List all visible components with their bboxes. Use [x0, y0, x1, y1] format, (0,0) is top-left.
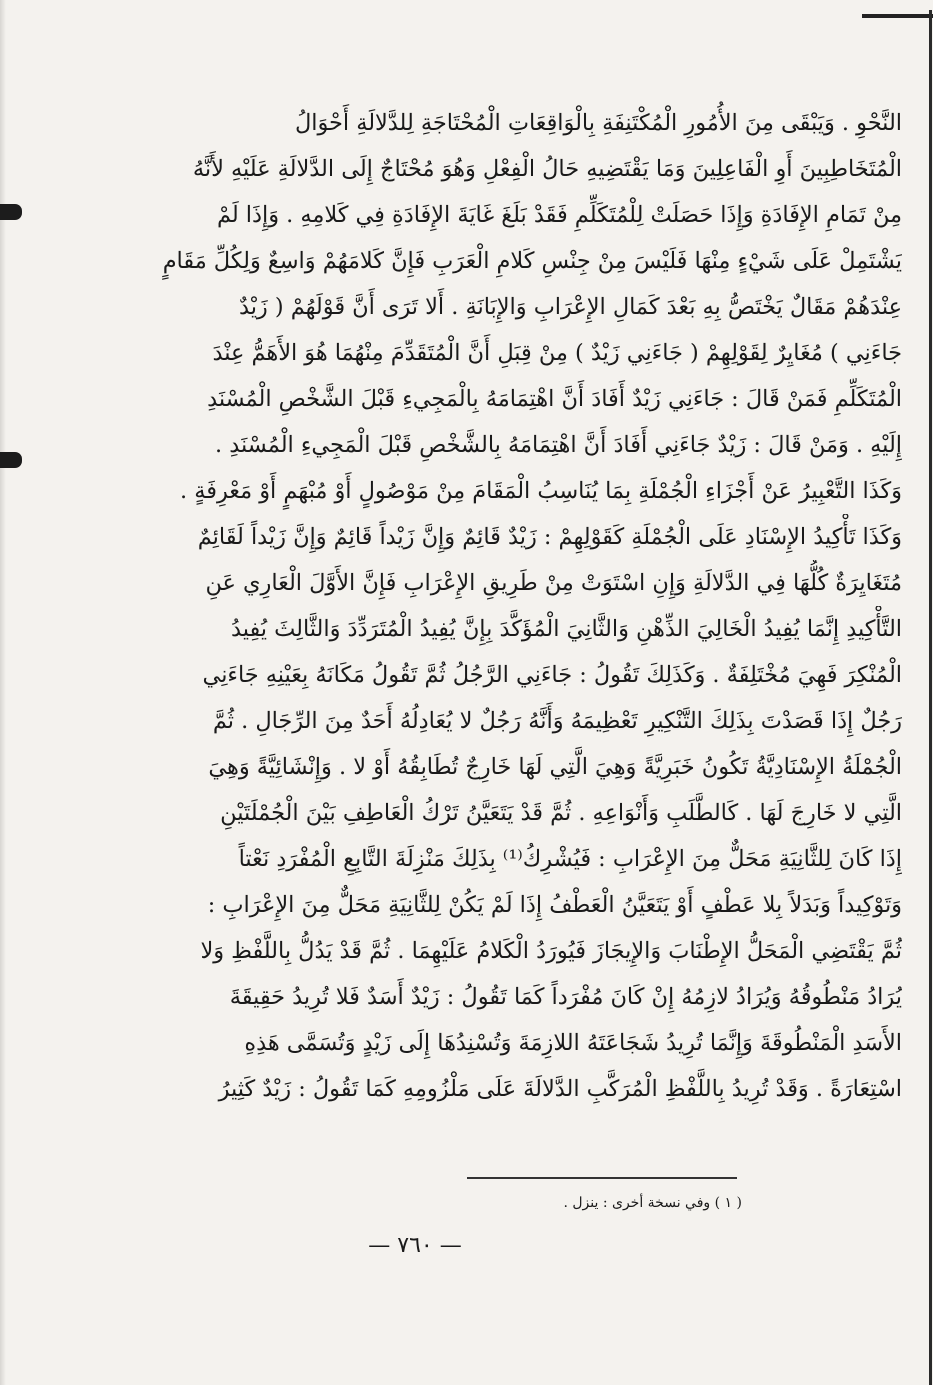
page-body-text: [96, 100, 902, 1112]
text-line: مُتَغَايِرَةٌ كُلُّهَا فِي الدَّلالَةِ وَإِنِ اسْتَوَتْ مِنْ طَرِيقِ الإِعْرَابِ فَإِنَّ الأَوَّلَ الْعَارِي عَنِ: [205, 570, 902, 596]
text-line: ثُمَّ يَقْتَضِي الْمَحَلُّ الإِطْنَابَ وَالإِيجَازَ فَيُورَدُ الْكَلامُ عَلَيْهِمَا . ثُمَّ قَدْ يَدُلُّ بِاللَّفْظِ وَلا: [200, 938, 902, 964]
text-line: الْجُمْلَةُ الإِسْنَادِيَّةُ تَكُونُ خَبَرِيَّةً وَهِيَ الَّتِي لَهَا خَارِجٌ تُطَابِقُهُ أَوْ لا . وَإِنْشَائِيَّةً وَهِيَ: [208, 754, 902, 780]
text-line: وَكَذَا تَأْكِيدُ الإِسْنَادِ عَلَى الْجُمْلَةِ كَقَوْلِهِمْ : زَيْدٌ قَائِمٌ وَإِنَّ زَيْداً قَائِمٌ وَإِنَّ زَيْداً لَقَائِمٌ: [197, 524, 902, 550]
text-line: النَّحْوِ . وَيَبْقَى مِنَ الأُمُورِ الْمُكْتَنِفَةِ بِالْوَاقِعَاتِ الْمُحْتَاجَةِ لِلدَّلالَةِ أَحْوَالُ: [294, 110, 902, 136]
text-line: يُرَادُ مَنْطُوقُهُ وَيُرَادُ لازِمُهُ إِنْ كَانَ مُفْرَداً كَمَا تَقُولُ : زَيْدٌ أَسَدٌ فَلا تُرِيدُ حَقِيقَةَ: [229, 984, 902, 1010]
text-line: التَّأْكِيدِ إِنَّمَا يُفِيدُ الْخَالِيَ الذِّهْنِ وَالثَّانِيَ الْمُؤَكَّدَ بِإِنَّ يُفِيدُ الْمُتَرَدِّدَ وَالثَّالِثَ يُفِيدُ: [230, 616, 902, 642]
scan-right-border: [929, 10, 932, 1385]
text-line: الَّتِي لا خَارِجَ لَهَا . كَالطَّلَبِ وَأَنْوَاعِهِ . ثُمَّ قَدْ يَتَعَيَّنُ تَرْكُ الْعَاطِفِ بَيْنَ الْجُمْلَتَيْنِ: [220, 800, 902, 826]
text-line: إِلَيْهِ . وَمَنْ قَالَ : زَيْدٌ جَاءَنِي أَفَادَ أَنَّ اهْتِمَامَهُ بِالشَّخْصِ قَبْلَ الْمَجِيءِ الْمُسْنَدِ .: [215, 432, 902, 458]
text-line: جَاءَنِي ) مُغَايِرٌ لِقَوْلِهِمْ ( جَاءَنِي زَيْدٌ ) مِنْ قِبَلِ أَنَّ الْمُتَقَدِّمَ مِنْهُمَا هُوَ الأَهَمُّ عِنْدَ: [212, 340, 902, 366]
page-number: — ٧٦٠ —: [368, 1233, 462, 1258]
scan-top-border: [862, 14, 933, 18]
binding-hole-mark: [0, 452, 22, 468]
binding-hole-mark: [0, 204, 22, 220]
text-line: إِذَا كَانَ لِلثَّانِيَةِ مَحَلٌّ مِنَ الإِعْرَابِ : فَيُشْرِكُ⁽¹⁾ بِذَلِكَ مَنْزِلَةَ التَّابِعِ الْمُفْرَدِ نَعْتاً: [238, 846, 902, 872]
text-line: وَكَذَا التَّعْبِيرُ عَنْ أَجْزَاءِ الْجُمْلَةِ بِمَا يُنَاسِبُ الْمَقَامَ مِنْ مَوْصُولٍ أَوْ مُبْهَمٍ أَوْ مَعْرِفَةٍ .: [180, 478, 902, 504]
text-line: مِنْ تَمَامِ الإِفَادَةِ وَإِذَا حَصَلَتْ لِلْمُتَكَلِّمِ فَقَدْ بَلَغَ غَايَةَ الإِفَادَةِ فِي كَلامِهِ . وَإِذَا لَمْ: [216, 202, 902, 228]
text-line: الْمُتَكَلِّمِ فَمَنْ قَالَ : جَاءَنِي زَيْدٌ أَفَادَ أَنَّ اهْتِمَامَهُ بِالْمَجِيءِ قَبْلَ الشَّخْصِ الْمُسْنَدِ: [207, 386, 902, 412]
footnote: ( ١ ) وفي نسخة أخرى : ينزل .: [563, 1195, 742, 1211]
text-line: عِنْدَهُمْ مَقَالٌ يَخْتَصُّ بِهِ بَعْدَ كَمَالِ الإِعْرَابِ وَالإِبَانَةِ . أَلا تَرَى أَنَّ قَوْلَهُمْ ( زَيْدٌ: [238, 294, 902, 320]
footnote-separator: [467, 1177, 737, 1179]
text-line: وَتَوْكِيداً وَبَدَلاً بِلا عَطْفٍ أَوْ يَتَعَيَّنُ الْعَطْفُ إِذَا لَمْ يَكُنْ لِلثَّانِيَةِ مَحَلٌّ مِنَ الإِعْرَابِ :: [207, 892, 902, 918]
text-line: الْمُنْكِرَ فَهِيَ مُخْتَلِفَةٌ . وَكَذَلِكَ تَقُولُ : جَاءَنِي الرَّجُلُ ثُمَّ تَقُولُ مَكَانَهُ بِعَيْنِهِ جَاءَنِي: [202, 662, 902, 688]
text-line: اسْتِعَارَةً . وَقَدْ تُرِيدُ بِاللَّفْظِ الْمُرَكَّبِ الدَّلالَةَ عَلَى مَلْزُومِهِ كَمَا تَقُولُ : زَيْدٌ كَثِيرُ: [218, 1076, 902, 1102]
text-line: يَشْتَمِلْ عَلَى شَيْءٍ مِنْهَا فَلَيْسَ مِنْ جِنْسِ كَلامِ الْعَرَبِ فَإِنَّ كَلامَهُمْ وَاسِعٌ وَلِكُلِّ مَقَامٍ: [162, 248, 902, 274]
text-line: الْمُتَخَاطِبِينَ أَوِ الْفَاعِلِينَ وَمَا يَقْتَضِيهِ حَالُ الْفِعْلِ وَهُوَ مُحْتَاجٌ إِلَى الدَّلالَةِ عَلَيْهِ لأَنَّهُ: [192, 156, 902, 182]
text-line: رَجُلٌ إِذَا قَصَدْتَ بِذَلِكَ التَّنْكِيرِ تَعْظِيمَهُ وَأَنَّهُ رَجُلٌ لا يُعَادِلُهُ أَحَدٌ مِنَ الرِّجَالِ . ثُمَّ: [212, 708, 902, 734]
text-line: الأَسَدِ الْمَنْطُوقَةَ وَإِنَّمَا تُرِيدُ شَجَاعَتَهُ اللازِمَةَ وَتُسْنِدُهَا إِلَى زَيْدٍ وَتُسَمَّى هَذِهِ: [244, 1030, 902, 1056]
